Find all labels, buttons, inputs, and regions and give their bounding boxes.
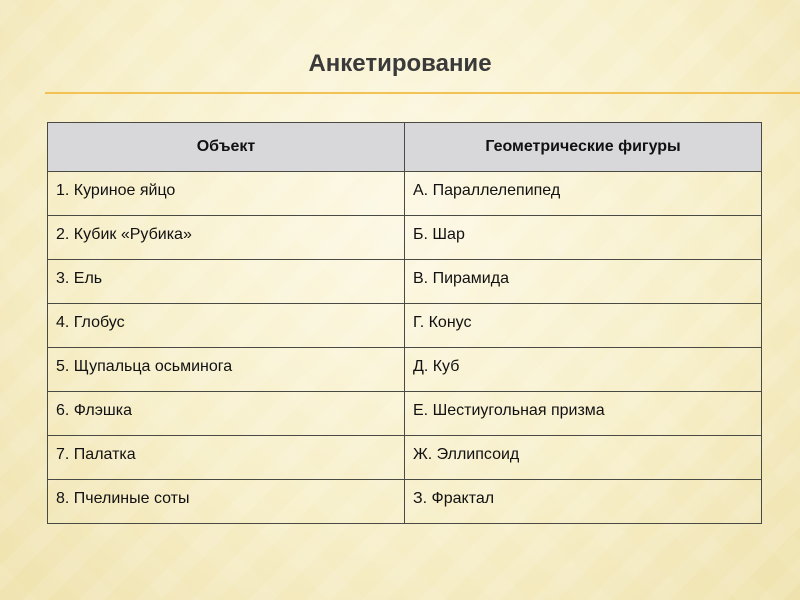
header-object: Объект	[48, 123, 405, 172]
table-row	[48, 172, 762, 216]
figure-cell: А. Параллелепипед	[405, 172, 762, 216]
table-row	[48, 348, 762, 392]
figure-cell: З. Фрактал	[405, 480, 762, 524]
table-header-row	[48, 123, 762, 172]
slide-title: Анкетирование	[308, 50, 492, 77]
figure-cell: В. Пирамида	[405, 260, 762, 304]
figure-cell: Д. Куб	[405, 348, 762, 392]
survey-table-container	[47, 122, 761, 524]
object-cell: 1. Куриное яйцо	[48, 172, 405, 216]
object-cell: 3. Ель	[48, 260, 405, 304]
table-row	[48, 480, 762, 524]
table-row	[48, 216, 762, 260]
object-cell: 6. Флэшка	[48, 392, 405, 436]
object-cell: 8. Пчелиные соты	[48, 480, 405, 524]
figure-cell: Г. Конус	[405, 304, 762, 348]
figure-cell: Б. Шар	[405, 216, 762, 260]
table-row	[48, 304, 762, 348]
title-divider	[45, 92, 800, 94]
object-cell: 2. Кубик «Рубика»	[48, 216, 405, 260]
table-row	[48, 260, 762, 304]
header-geometric-figures: Геометрические фигуры	[405, 123, 762, 172]
figure-cell: Ж. Эллипсоид	[405, 436, 762, 480]
figure-cell: Е. Шестиугольная призма	[405, 392, 762, 436]
survey-table	[47, 122, 762, 524]
table-row	[48, 392, 762, 436]
object-cell: 5. Щупальца осьминога	[48, 348, 405, 392]
object-cell: 7. Палатка	[48, 436, 405, 480]
table-row	[48, 436, 762, 480]
object-cell: 4. Глобус	[48, 304, 405, 348]
